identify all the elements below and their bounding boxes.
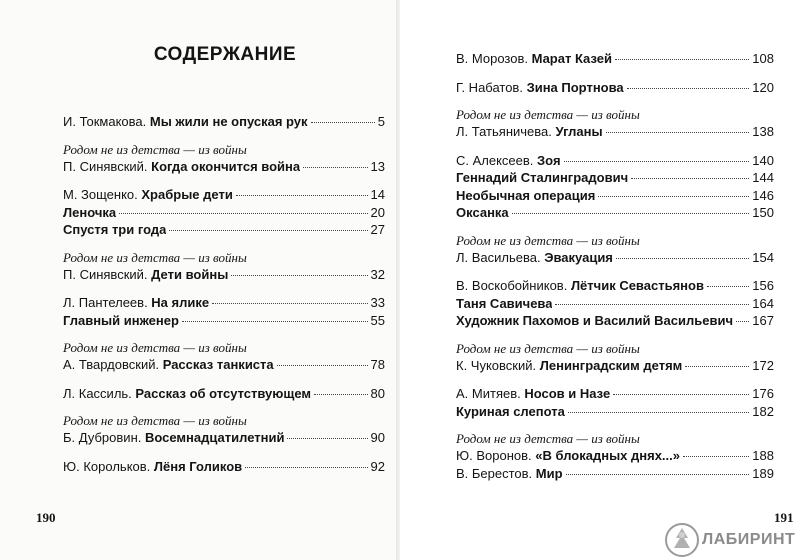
entry-page-number: 33 bbox=[370, 295, 385, 310]
entry-title bbox=[456, 249, 613, 267]
entry-page-number: 156 bbox=[752, 278, 774, 293]
entry-title bbox=[63, 266, 228, 284]
entry-title bbox=[456, 403, 565, 421]
entry-title bbox=[63, 458, 242, 476]
entry-work-title: Храбрые дети bbox=[141, 187, 233, 202]
toc-group bbox=[456, 341, 774, 375]
entry-page-number: 167 bbox=[752, 313, 774, 328]
toc-group bbox=[456, 79, 774, 97]
section-subtitle: Родом не из детства — из войны bbox=[63, 249, 247, 265]
entry-work-title: Восемнадцатилетний bbox=[144, 430, 285, 445]
toc-group bbox=[63, 113, 385, 131]
toc-group bbox=[63, 458, 385, 476]
toc-entry bbox=[63, 385, 385, 403]
dot-leader bbox=[119, 213, 367, 214]
entry-work-title: Зоя bbox=[537, 152, 561, 168]
toc-entry bbox=[63, 158, 385, 176]
dot-leader bbox=[568, 412, 749, 413]
entry-page-number: 78 bbox=[370, 357, 385, 372]
toc-group bbox=[456, 152, 774, 222]
entry-work-title: Эвакуация bbox=[544, 249, 613, 265]
entry-work-title: Дети войны bbox=[151, 266, 229, 282]
toc-entry bbox=[456, 249, 774, 267]
entry-page-number: 188 bbox=[752, 448, 774, 463]
entry-author: Б. Дубровин. bbox=[63, 430, 145, 445]
dot-leader bbox=[182, 321, 368, 322]
dot-leader bbox=[627, 88, 750, 89]
entry-title bbox=[63, 429, 284, 447]
toc-group bbox=[63, 413, 385, 447]
toc-heading: СОДЕРЖАНИЕ bbox=[153, 44, 297, 65]
entry-work-title: Геннадий Сталинградович bbox=[456, 170, 629, 185]
dot-leader bbox=[736, 321, 749, 322]
dot-leader bbox=[631, 178, 749, 179]
toc-entry bbox=[63, 113, 385, 131]
dot-leader bbox=[566, 474, 750, 475]
entry-work-title: Лётчик Севастьянов bbox=[570, 278, 704, 293]
entry-page-number: 150 bbox=[752, 205, 774, 220]
toc-entry bbox=[456, 277, 774, 295]
entry-work-title: Спустя три года bbox=[63, 222, 167, 237]
entry-page-number: 189 bbox=[752, 465, 774, 481]
entry-work-title: Когда окончится война bbox=[151, 158, 301, 174]
toc-entry bbox=[63, 266, 385, 284]
toc-entry bbox=[63, 294, 385, 312]
section-subtitle: Родом не из детства — из войны bbox=[456, 232, 640, 248]
toc-group bbox=[456, 385, 774, 420]
entry-work-title: Таня Савичева bbox=[456, 295, 553, 311]
dot-leader bbox=[314, 394, 368, 395]
entry-page-number: 154 bbox=[752, 249, 774, 265]
toc-group bbox=[456, 431, 774, 482]
entry-author: Л. Татьяничева. bbox=[456, 124, 556, 139]
dot-leader bbox=[564, 161, 750, 162]
entry-title bbox=[456, 123, 603, 141]
dot-leader bbox=[169, 230, 367, 231]
entry-author: В. Воскобойников. bbox=[456, 278, 571, 293]
entry-work-title: Рассказ танкиста bbox=[162, 357, 274, 372]
toc-entry bbox=[456, 357, 774, 375]
entry-page-number: 92 bbox=[370, 458, 385, 474]
dot-leader bbox=[245, 467, 367, 468]
entry-page-number: 14 bbox=[370, 187, 385, 202]
entry-title bbox=[456, 447, 680, 465]
toc-list-left bbox=[63, 113, 385, 486]
toc-entry bbox=[456, 79, 774, 97]
toc-entry bbox=[63, 312, 385, 330]
entry-author: Л. Кассиль. bbox=[63, 385, 136, 401]
dot-leader bbox=[707, 286, 749, 287]
section-subtitle: Родом не из детства — из войны bbox=[63, 141, 247, 157]
entry-work-title: Рассказ об отсутствующем bbox=[135, 385, 312, 401]
entry-work-title: Зина Портнова bbox=[526, 79, 624, 95]
entry-title bbox=[63, 113, 308, 131]
toc-group bbox=[456, 50, 774, 68]
toc-entry bbox=[63, 356, 385, 374]
toc-entry bbox=[456, 447, 774, 465]
entry-author: М. Зощенко. bbox=[63, 187, 142, 202]
entry-author: Л. Пантелеев. bbox=[63, 295, 152, 310]
entry-title bbox=[456, 50, 612, 68]
section-subtitle: Родом не из детства — из войны bbox=[456, 107, 640, 122]
entry-page-number: 13 bbox=[370, 158, 385, 174]
toc-entry bbox=[456, 123, 774, 141]
entry-title bbox=[456, 79, 624, 97]
page-number-left: 190 bbox=[36, 510, 56, 525]
entry-author: И. Токмакова. bbox=[63, 114, 150, 129]
dot-leader bbox=[555, 304, 749, 305]
entry-page-number: 176 bbox=[752, 386, 774, 401]
toc-group bbox=[456, 233, 774, 267]
toc-entry bbox=[456, 295, 774, 313]
toc-entry bbox=[456, 403, 774, 421]
dot-leader bbox=[303, 167, 367, 168]
toc-entry bbox=[456, 152, 774, 170]
entry-work-title: Угланы bbox=[555, 124, 603, 139]
dot-leader bbox=[616, 258, 749, 259]
dot-leader bbox=[236, 195, 368, 196]
watermark bbox=[664, 520, 800, 560]
entry-author: В. Морозов. bbox=[456, 51, 532, 66]
entry-work-title: Леночка bbox=[63, 204, 117, 220]
entry-page-number: 144 bbox=[752, 170, 774, 185]
dot-leader bbox=[311, 122, 375, 123]
toc-entry bbox=[456, 465, 774, 483]
entry-title bbox=[63, 312, 179, 330]
toc-list-right bbox=[456, 50, 774, 493]
entry-page-number: 120 bbox=[752, 79, 774, 95]
toc-group bbox=[63, 186, 385, 239]
toc-group bbox=[63, 294, 385, 329]
section-subtitle: Родом не из детства — из войны bbox=[63, 413, 247, 428]
right-page bbox=[400, 0, 800, 560]
entry-author: В. Берестов. bbox=[456, 465, 536, 481]
entry-title bbox=[63, 294, 209, 312]
dot-leader bbox=[287, 438, 367, 439]
entry-title bbox=[456, 277, 704, 295]
toc-entry bbox=[63, 186, 385, 204]
entry-work-title: На ялике bbox=[151, 295, 210, 310]
entry-work-title: «В блокадных днях...» bbox=[535, 448, 680, 463]
entry-author: Ю. Воронов. bbox=[456, 448, 536, 463]
page-number-right: 191 bbox=[774, 510, 794, 525]
dot-leader bbox=[231, 275, 367, 276]
entry-author: Л. Васильева. bbox=[456, 249, 545, 265]
dot-leader bbox=[613, 394, 749, 395]
dot-leader bbox=[598, 196, 749, 197]
toc-entry bbox=[456, 312, 774, 330]
entry-work-title: Марат Казей bbox=[531, 51, 612, 66]
entry-page-number: 32 bbox=[370, 266, 385, 282]
toc-group bbox=[63, 385, 385, 403]
dot-leader bbox=[683, 456, 749, 457]
entry-title bbox=[456, 204, 509, 222]
entry-page-number: 20 bbox=[370, 204, 385, 220]
entry-title bbox=[456, 169, 628, 187]
entry-work-title: Мы жили не опуская рук bbox=[149, 114, 308, 129]
entry-work-title: Необычная операция bbox=[456, 187, 596, 203]
entry-author: П. Синявский. bbox=[63, 266, 152, 282]
toc-group bbox=[456, 277, 774, 330]
entry-title bbox=[456, 385, 610, 403]
watermark-text: ЛАБИРИНТ bbox=[702, 531, 796, 548]
entry-title bbox=[63, 186, 233, 204]
toc-entry bbox=[63, 204, 385, 222]
entry-author: А. Твардовский. bbox=[63, 357, 163, 372]
dot-leader bbox=[512, 213, 750, 214]
entry-title bbox=[63, 158, 300, 176]
toc-entry bbox=[63, 429, 385, 447]
dot-leader bbox=[685, 366, 749, 367]
toc-group bbox=[63, 142, 385, 176]
entry-page-number: 138 bbox=[752, 124, 774, 139]
entry-title bbox=[63, 356, 274, 374]
entry-title bbox=[456, 295, 552, 313]
toc-group bbox=[456, 107, 774, 141]
entry-page-number: 140 bbox=[752, 152, 774, 168]
entry-author: Г. Набатов. bbox=[456, 79, 527, 95]
labyrinth-logo-icon bbox=[664, 522, 700, 558]
entry-author: К. Чуковский. bbox=[456, 357, 540, 373]
section-subtitle: Родом не из детства — из войны bbox=[456, 431, 640, 446]
entry-work-title: Мир bbox=[535, 465, 563, 481]
toc-group bbox=[63, 340, 385, 374]
entry-title bbox=[63, 221, 166, 239]
section-subtitle: Родом не из детства — из войны bbox=[456, 340, 640, 356]
dot-leader bbox=[615, 59, 749, 60]
entry-page-number: 172 bbox=[752, 357, 774, 373]
section-subtitle: Родом не из детства — из войны bbox=[63, 340, 247, 355]
dot-leader bbox=[606, 132, 750, 133]
toc-entry bbox=[456, 204, 774, 222]
entry-title bbox=[456, 152, 561, 170]
entry-title bbox=[456, 312, 733, 330]
entry-work-title: Главный инженер bbox=[63, 312, 179, 328]
toc-entry bbox=[456, 50, 774, 68]
entry-page-number: 182 bbox=[752, 403, 774, 419]
entry-author: П. Синявский. bbox=[63, 158, 152, 174]
entry-page-number: 27 bbox=[370, 222, 385, 237]
entry-author: Ю. Корольков. bbox=[63, 458, 154, 474]
entry-work-title: Оксанка bbox=[456, 205, 509, 220]
toc-entry bbox=[63, 458, 385, 476]
entry-page-number: 164 bbox=[752, 295, 774, 311]
entry-page-number: 108 bbox=[752, 51, 774, 66]
entry-page-number: 80 bbox=[370, 385, 385, 401]
entry-work-title: Носов и Назе bbox=[524, 386, 611, 401]
entry-title bbox=[63, 204, 116, 222]
entry-title bbox=[456, 357, 682, 375]
entry-work-title: Художник Пахомов и Василий Васильевич bbox=[456, 313, 733, 328]
toc-entry bbox=[63, 221, 385, 239]
dot-leader bbox=[212, 303, 367, 304]
toc-entry bbox=[456, 187, 774, 205]
entry-author: А. Митяев. bbox=[456, 386, 525, 401]
entry-work-title: Ленинградским детям bbox=[539, 357, 683, 373]
entry-title bbox=[456, 465, 563, 483]
entry-page-number: 55 bbox=[370, 312, 385, 328]
toc-entry bbox=[456, 385, 774, 403]
entry-author: С. Алексеев. bbox=[456, 152, 538, 168]
toc-entry bbox=[456, 169, 774, 187]
entry-work-title: Лёня Голиков bbox=[153, 458, 243, 474]
toc-group bbox=[63, 250, 385, 284]
entry-work-title: Куриная слепота bbox=[456, 403, 565, 419]
dot-leader bbox=[277, 365, 368, 366]
entry-title bbox=[63, 385, 311, 403]
entry-page-number: 90 bbox=[370, 430, 385, 445]
entry-page-number: 146 bbox=[752, 187, 774, 203]
entry-page-number: 5 bbox=[377, 114, 385, 129]
entry-title bbox=[456, 187, 595, 205]
